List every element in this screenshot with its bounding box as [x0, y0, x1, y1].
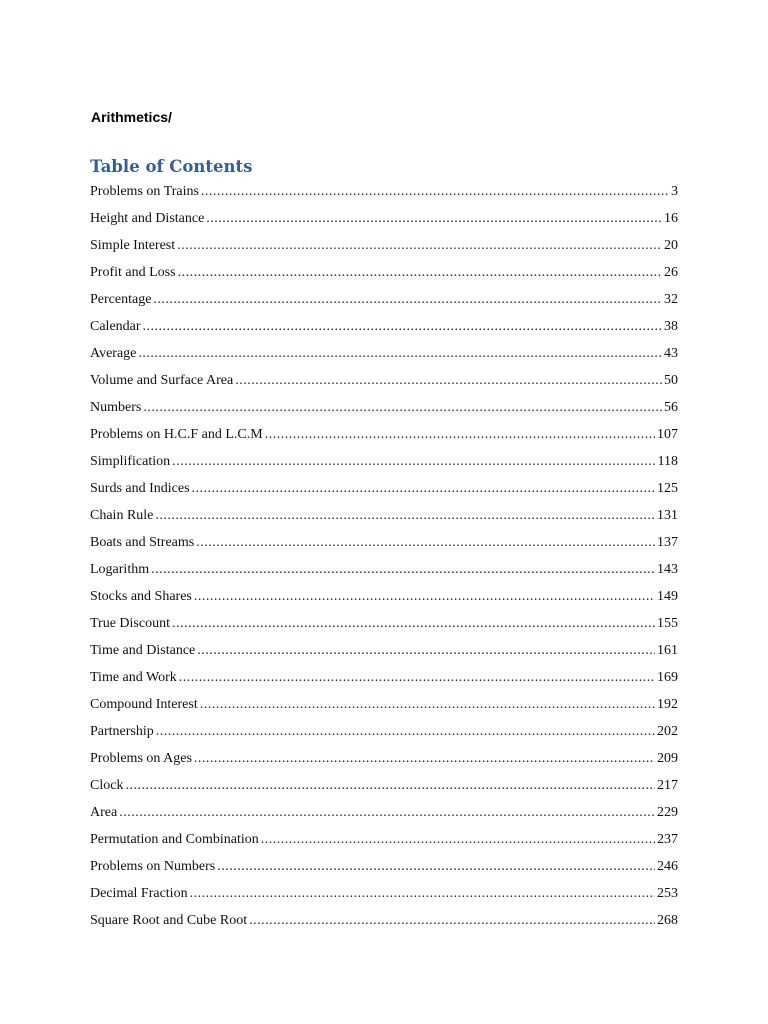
toc-entry-page-number: 143 — [657, 562, 678, 577]
toc-entry-label: Problems on Ages — [90, 751, 192, 766]
toc-entry-label: Stocks and Shares — [90, 589, 192, 604]
toc-entry-page-number: 3 — [671, 184, 678, 199]
toc-dot-leader — [197, 639, 655, 663]
toc-entry-page-number: 192 — [657, 697, 678, 712]
toc-entry-page-number: 237 — [657, 832, 678, 847]
toc-entry-page-number: 161 — [657, 643, 678, 658]
toc-entry-page-number: 118 — [657, 454, 678, 469]
document-header: Arithmetics/ — [91, 109, 172, 125]
toc-entry[interactable] — [90, 747, 678, 774]
toc-dot-leader — [265, 423, 655, 447]
toc-dot-leader — [156, 720, 655, 744]
toc-entry-label: Boats and Streams — [90, 535, 195, 550]
toc-dot-leader — [261, 828, 655, 852]
toc-dot-leader — [206, 207, 662, 231]
toc-entry-page-number: 202 — [657, 724, 678, 739]
toc-entry-label: Numbers — [90, 400, 142, 415]
toc-entry[interactable] — [90, 639, 678, 666]
toc-entry-page-number: 56 — [664, 400, 678, 415]
toc-entry-label: Partnership — [90, 724, 154, 739]
toc-dot-leader — [235, 369, 662, 393]
toc-dot-leader — [249, 909, 655, 933]
toc-dot-leader — [143, 396, 662, 420]
toc-dot-leader — [178, 261, 662, 285]
toc-entry[interactable] — [90, 288, 678, 315]
toc-entry[interactable] — [90, 369, 678, 396]
toc-entry-page-number: 50 — [664, 373, 678, 388]
toc-dot-leader — [217, 855, 655, 879]
toc-title: Table of Contents — [90, 157, 253, 176]
toc-entry-label: Percentage — [90, 292, 152, 307]
toc-entry-page-number: 131 — [657, 508, 678, 523]
toc-entry-page-number: 209 — [657, 751, 678, 766]
toc-entry-page-number: 43 — [664, 346, 678, 361]
toc-entry-page-number: 125 — [657, 481, 678, 496]
toc-entry[interactable] — [90, 234, 678, 261]
toc-entry-label: Volume and Surface Area — [90, 373, 234, 388]
toc-entry-label: Square Root and Cube Root — [90, 913, 248, 928]
toc-entry[interactable] — [90, 693, 678, 720]
toc-dot-leader — [192, 477, 655, 501]
toc-entry[interactable] — [90, 558, 678, 585]
toc-entry-page-number: 155 — [657, 616, 678, 631]
toc-entry-page-number: 32 — [664, 292, 678, 307]
toc-entry[interactable] — [90, 828, 678, 855]
toc-entry-label: Simple Interest — [90, 238, 176, 253]
toc-entry-label: Problems on Trains — [90, 184, 199, 199]
toc-entry-page-number: 268 — [657, 913, 678, 928]
toc-entry[interactable] — [90, 801, 678, 828]
toc-entry-label: Profit and Loss — [90, 265, 176, 280]
toc-entry-label: Time and Work — [90, 670, 177, 685]
toc-entry[interactable] — [90, 882, 678, 909]
toc-dot-leader — [179, 666, 655, 690]
toc-dot-leader — [196, 531, 655, 555]
toc-entry-page-number: 26 — [664, 265, 678, 280]
toc-entry-label: Chain Rule — [90, 508, 154, 523]
toc-entry-label: Simplification — [90, 454, 171, 469]
toc-dot-leader — [155, 504, 655, 528]
toc-dot-leader — [172, 612, 655, 636]
toc-dot-leader — [151, 558, 655, 582]
toc-entry[interactable] — [90, 315, 678, 342]
toc-entry[interactable] — [90, 261, 678, 288]
toc-entry[interactable] — [90, 504, 678, 531]
toc-entry[interactable] — [90, 423, 678, 450]
toc-entry[interactable] — [90, 180, 678, 207]
toc-entry-label: Compound Interest — [90, 697, 198, 712]
toc-dot-leader — [172, 450, 655, 474]
toc-dot-leader — [138, 342, 662, 366]
toc-entry-label: Logarithm — [90, 562, 150, 577]
toc-entry[interactable] — [90, 531, 678, 558]
toc-entry-page-number: 38 — [664, 319, 678, 334]
toc-entry[interactable] — [90, 612, 678, 639]
toc-entry[interactable] — [90, 909, 678, 936]
toc-dot-leader — [194, 747, 655, 771]
toc-entry[interactable] — [90, 774, 678, 801]
toc-entry-label: Permutation and Combination — [90, 832, 259, 847]
toc-dot-leader — [177, 234, 662, 258]
toc-entry[interactable] — [90, 477, 678, 504]
toc-entry-label: True Discount — [90, 616, 170, 631]
toc-entry-label: Calendar — [90, 319, 141, 334]
toc-entry-page-number: 137 — [657, 535, 678, 550]
toc-entry-page-number: 217 — [657, 778, 678, 793]
toc-entry-page-number: 20 — [664, 238, 678, 253]
toc-dot-leader — [190, 882, 655, 906]
toc-list — [90, 180, 678, 936]
toc-entry[interactable] — [90, 720, 678, 747]
toc-entry-label: Height and Distance — [90, 211, 205, 226]
toc-entry-label: Clock — [90, 778, 124, 793]
toc-dot-leader — [201, 180, 669, 204]
toc-entry-label: Average — [90, 346, 137, 361]
toc-entry-label: Area — [90, 805, 118, 820]
toc-entry[interactable] — [90, 450, 678, 477]
toc-entry[interactable] — [90, 585, 678, 612]
toc-entry-page-number: 246 — [657, 859, 678, 874]
toc-dot-leader — [194, 585, 655, 609]
toc-dot-leader — [200, 693, 655, 717]
toc-entry-label: Problems on Numbers — [90, 859, 216, 874]
toc-entry-label: Time and Distance — [90, 643, 196, 658]
toc-entry-page-number: 169 — [657, 670, 678, 685]
toc-entry-page-number: 107 — [657, 427, 678, 442]
toc-entry[interactable] — [90, 396, 678, 423]
toc-entry-page-number: 229 — [657, 805, 678, 820]
toc-entry[interactable] — [90, 666, 678, 693]
toc-entry[interactable] — [90, 342, 678, 369]
toc-entry-page-number: 149 — [657, 589, 678, 604]
toc-entry[interactable] — [90, 855, 678, 882]
toc-entry-label: Problems on H.C.F and L.C.M — [90, 427, 263, 442]
toc-entry-label: Surds and Indices — [90, 481, 190, 496]
toc-dot-leader — [143, 315, 662, 339]
toc-entry[interactable] — [90, 207, 678, 234]
toc-entry-page-number: 16 — [664, 211, 678, 226]
toc-dot-leader — [125, 774, 655, 798]
toc-entry-label: Decimal Fraction — [90, 886, 188, 901]
toc-dot-leader — [153, 288, 662, 312]
toc-entry-page-number: 253 — [657, 886, 678, 901]
toc-dot-leader — [119, 801, 655, 825]
